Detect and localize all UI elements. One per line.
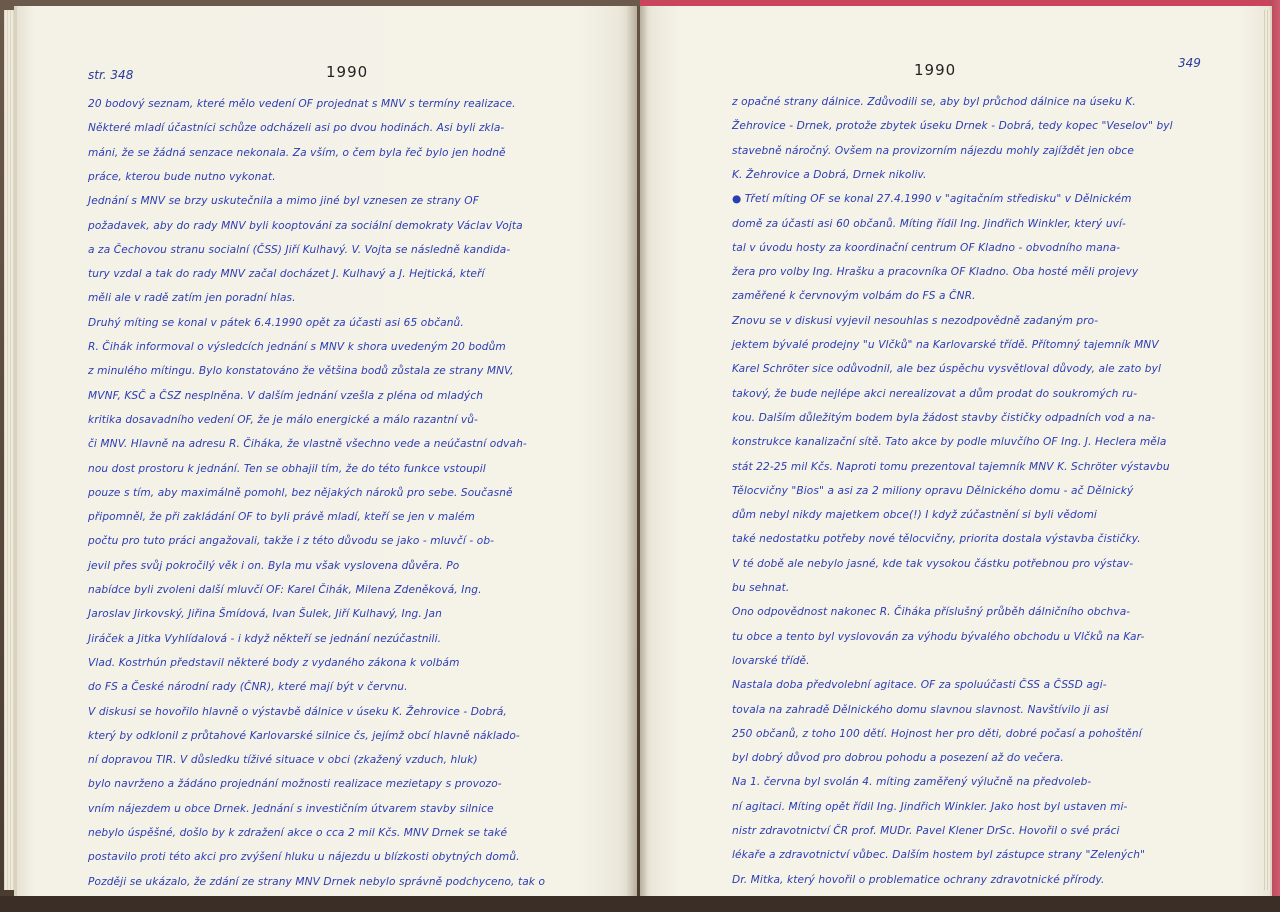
handwritten-line: Jiráček a Jitka Vyhlídalová - i když někteří se jednání nezúčastnili. bbox=[88, 632, 442, 645]
handwritten-line: V diskusi se hovořilo hlavně o výstavbě dálnice v úseku K. Žehrovice - Dobrá, bbox=[88, 705, 507, 718]
handwritten-line: tury vzdal a tak do rady MNV začal docházet J. Kulhavý a J. Hejtická, kteří bbox=[88, 268, 485, 281]
handwritten-line: V té době ale nebylo jasné, kde tak vysokou částku potřebnou pro výstav- bbox=[732, 557, 1134, 570]
handwritten-line: Ono odpovědnost nakonec R. Čiháka příslušný průběh dálničního obchva- bbox=[732, 606, 1131, 619]
right-page-number: 349 bbox=[1178, 56, 1201, 70]
handwritten-line: tal v úvodu hosty za koordinační centrum OF Kladno - obvodního mana- bbox=[732, 241, 1121, 254]
handwritten-line: a za Čechovou stranu socialní (ČSS) Jiří Kulhavý. V. Vojta se následně kandida- bbox=[88, 243, 511, 256]
handwritten-line: z minulého mítingu. Bylo konstatováno že většina bodů zůstala ze strany MNV, bbox=[88, 365, 514, 378]
handwritten-line: či MNV. Hlavně na adresu R. Čiháka, že vlastně všechno vede a neúčastní odvah- bbox=[88, 438, 527, 451]
handwritten-line: zaměřené k červnovým volbám do FS a ČNR. bbox=[732, 290, 976, 303]
handwritten-line: požadavek, aby do rady MNV byli kooptováni za sociální demokraty Václav Vojta bbox=[88, 219, 523, 232]
handwritten-line: vním nájezdem u obce Drnek. Jednání s investičním útvarem stavby silnice bbox=[88, 802, 494, 815]
handwritten-line: kou. Dalším důležitým bodem byla žádost stavby čističky odpadních vod a na- bbox=[732, 411, 1156, 424]
handwritten-line: Později se ukázalo, že zdání ze strany MNV Drnek nebylo správně podchyceno, tak o bbox=[88, 875, 546, 888]
handwritten-line: také nedostatku potřeby nové tělocvičny, priorita dostala výstavba čističky. bbox=[732, 533, 1141, 546]
handwritten-line: lovarské třídě. bbox=[732, 654, 810, 667]
handwritten-line: Jaroslav Jirkovský, Jiřina Šmídová, Ivan Šulek, Jiří Kulhavý, Ing. Jan bbox=[88, 608, 442, 621]
handwritten-line: bu sehnat. bbox=[732, 582, 790, 594]
handwritten-line: dům nebyl nikdy majetkem obce(!) I když zúčastnění si byli vědomi bbox=[732, 509, 1097, 522]
handwritten-line: Na 1. června byl svolán 4. míting zaměřený výlučně na předvoleb- bbox=[732, 776, 1092, 789]
handwritten-line: lékaře a zdravotnictví vůbec. Dalším hostem byl zástupce strany "Zelených" bbox=[732, 849, 1145, 862]
handwritten-line: pouze s tím, aby maximálně pomohl, bez nějakých nároků pro sebe. Současně bbox=[88, 486, 513, 499]
handwritten-line: takový, že bude nejlépe akci nerealizovat a dům prodat do soukromých ru- bbox=[732, 387, 1138, 400]
handwritten-line: MVNF, KSČ a ČSZ nesplněna. V dalším jednání vzešla z pléna od mladých bbox=[88, 389, 484, 402]
handwritten-line: Vlad. Kostrhún představil některé body z vydaného zákona k volbám bbox=[88, 656, 460, 669]
handwritten-line: nou dost prostoru k jednání. Ten se obhajil tím, že do této funkce vstoupil bbox=[88, 462, 486, 475]
handwritten-line: Tělocvičny "Bios" a asi za 2 miliony opravu Dělnického domu - ač Dělnický bbox=[732, 484, 1134, 497]
handwritten-line: stavebně náročný. Ovšem na provizorním nájezdu mohly zajíždět jen obce bbox=[732, 144, 1134, 157]
handwritten-line: stát 22-25 mil Kčs. Naproti tomu prezentoval tajemník MNV K. Schröter výstavbu bbox=[732, 460, 1170, 473]
handwritten-line: Dr. Mitka, který hovořil o problematice ochrany zdravotnické přírody. bbox=[732, 873, 1105, 886]
handwritten-line: bylo navrženo a žádáno projednání možnosti realizace mezietapy s provozo- bbox=[88, 778, 502, 791]
handwritten-line: domě za účasti asi 60 občanů. Míting řídil Ing. Jindřich Winkler, který uví- bbox=[732, 217, 1126, 230]
handwritten-line: Některé mladí účastníci schůze odcházeli asi po dvou hodinách. Asi byli zkla- bbox=[88, 122, 505, 135]
handwritten-line: máni, že se žádná senzace nekonala. Za vším, o čem byla řeč bylo jen hodně bbox=[88, 146, 506, 159]
handwritten-line: připomněl, že při zakládání OF to byli právě mladí, kteří se jen v malém bbox=[88, 511, 475, 524]
right-page-year: 1990 bbox=[914, 61, 957, 79]
handwritten-line: ní dopravou TIR. V důsledku tíživé situace v obci (zkažený vzduch, hluk) bbox=[88, 754, 478, 767]
handwritten-line: K. Žehrovice a Dobrá, Drnek nikoliv. bbox=[732, 168, 927, 181]
handwritten-line: R. Čihák informoval o výsledcích jednání s MNV k shora uvedeným 20 bodům bbox=[88, 341, 506, 353]
handwritten-line: měli ale v radě zatím jen poradní hlas. bbox=[88, 292, 296, 305]
handwritten-line: 250 občanů, z toho 100 dětí. Hojnost her pro děti, dobré počasí a pohoštění bbox=[732, 727, 1142, 740]
page-stack-right bbox=[1262, 10, 1270, 890]
handwritten-line: 20 bodový seznam, které mělo vedení OF projednat s MNV s termíny realizace. bbox=[88, 98, 516, 110]
handwritten-line: ● Třetí míting OF se konal 27.4.1990 v "agitačním středisku" v Dělnickém bbox=[732, 193, 1132, 206]
book-gutter bbox=[626, 6, 648, 896]
handwritten-line: Znovu se v diskusi vyjevil nesouhlas s nezodpovědně zadaným pro- bbox=[732, 314, 1099, 327]
handwritten-line: práce, kterou bude nutno vykonat. bbox=[88, 170, 276, 183]
handwritten-line: Jednání s MNV se brzy uskutečnila a mimo jiné byl vznesen ze strany OF bbox=[88, 195, 479, 208]
handwritten-line: nabídce byli zvoleni další mluvčí OF: Karel Čihák, Milena Zdeněková, Ing. bbox=[88, 584, 482, 596]
handwritten-line: kritika dosavadního vedení OF, že je málo energické a málo razantní vů- bbox=[88, 413, 478, 426]
handwritten-line: do FS a České národní rady (ČNR), které mají být v červnu. bbox=[88, 681, 408, 694]
handwritten-line: nistr zdravotnictví ČR prof. MUDr. Pavel Klener DrSc. Hovořil o své práci bbox=[732, 825, 1120, 837]
bottom-shadow bbox=[0, 896, 1280, 912]
handwritten-line: z opačné strany dálnice. Zdůvodili se, aby byl průchod dálnice na úseku K. bbox=[732, 96, 1136, 108]
handwritten-line: počtu pro tuto práci angažovali, takže i z této důvodu se jako - mluvčí - ob- bbox=[88, 535, 495, 548]
handwritten-line: nebylo úspěšné, došlo by k zdražení akce o cca 2 mil Kčs. MNV Drnek se také bbox=[88, 827, 508, 839]
handwritten-line: postavilo proti této akci pro zvýšení hluku u nájezdu u blízkosti obytných domů. bbox=[88, 851, 520, 864]
handwritten-line: tovala na zahradě Dělnického domu slavnou slavnost. Navštívilo ji asi bbox=[732, 703, 1109, 716]
handwritten-line: konstrukce kanalizační sítě. Tato akce by podle mluvčího OF Ing. J. Heclera měla bbox=[732, 436, 1167, 449]
handwritten-line: ní agitaci. Míting opět řídil Ing. Jindřich Winkler. Jako host byl ustaven mi- bbox=[732, 800, 1128, 813]
handwritten-line: který by odklonil z průtahové Karlovarské silnice čs, jejímž obcí hlavně náklado- bbox=[88, 729, 520, 742]
handwritten-line: Druhý míting se konal v pátek 6.4.1990 opět za účasti asi 65 občanů. bbox=[88, 316, 464, 329]
handwritten-line: jektem bývalé prodejny "u Vlčků" na Karlovarské třídě. Přítomný tajemník MNV bbox=[732, 339, 1159, 351]
handwritten-line: Karel Schröter sice odůvodnil, ale bez úspěchu vysvětloval důvody, ale zato byl bbox=[732, 363, 1162, 376]
handwritten-line: tu obce a tento byl vyslovován za výhodu bývalého obchodu u Vlčků na Kar- bbox=[732, 630, 1145, 643]
handwritten-line: žera pro volby Ing. Hrašku a pracovníka OF Kladno. Oba hosté měli projevy bbox=[732, 266, 1139, 279]
left-page-number: str. 348 bbox=[88, 68, 134, 82]
handwritten-line: Nastala doba předvolební agitace. OF za spoluúčasti ČSS a ČSSD agi- bbox=[732, 679, 1107, 692]
left-page-year: 1990 bbox=[326, 63, 369, 81]
handwritten-line: jevil přes svůj pokročilý věk i on. Byla mu však vyslovena důvěra. Po bbox=[88, 559, 460, 572]
handwritten-line: byl dobrý důvod pro dobrou pohodu a posezení až do večera. bbox=[732, 752, 1064, 765]
handwritten-line: Žehrovice - Drnek, protože zbytek úseku Drnek - Dobrá, tedy kopec "Veselov" byl bbox=[732, 120, 1173, 133]
